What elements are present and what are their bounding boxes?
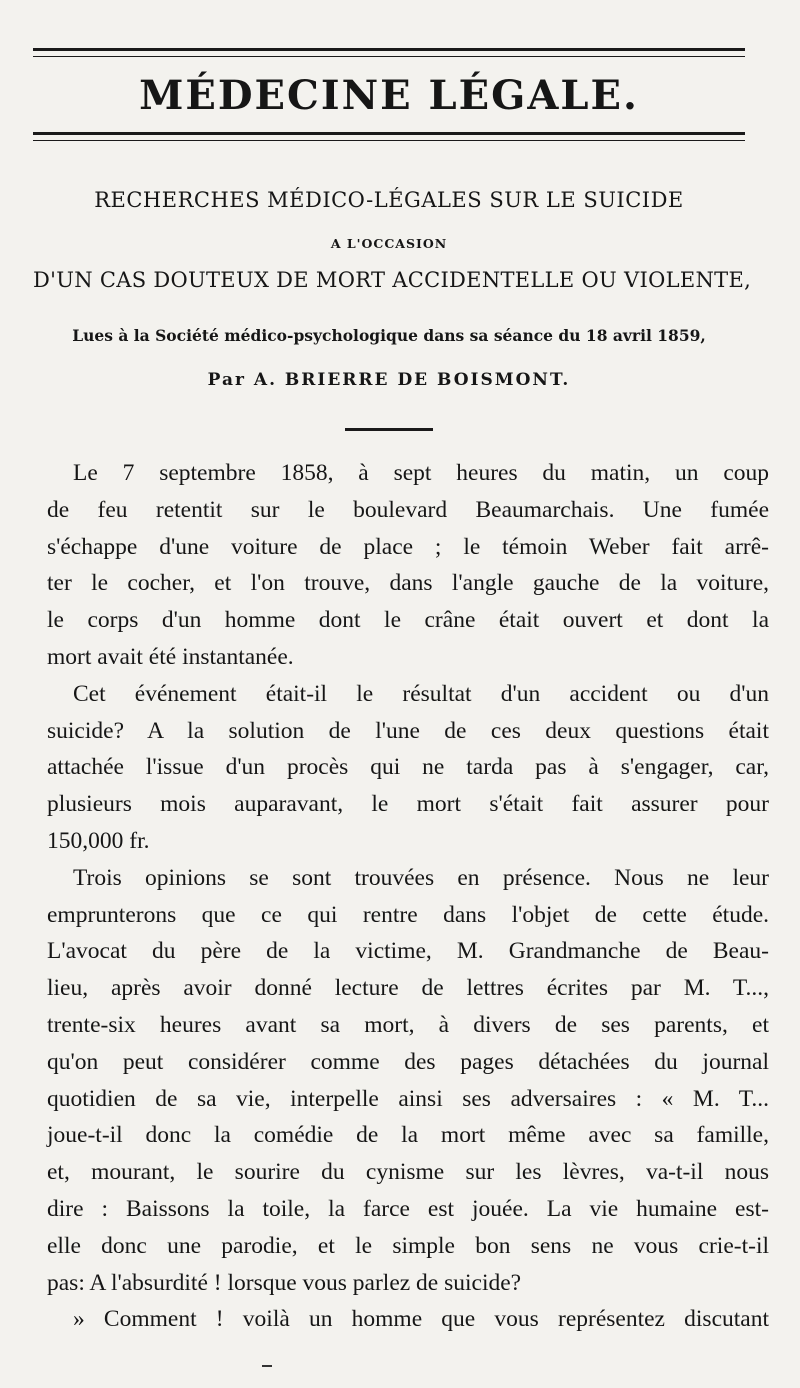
bottom-rule-thin [33,140,745,141]
article-title-line1: RECHERCHES MÉDICO-LÉGALES SUR LE SUICIDE [94,188,684,212]
text-line: pas: A l'absurdité ! lorsque vous parlez de suicide? [47,1269,522,1296]
text-line: elle donc une parodie, et le simple bon sens ne vous crie-t-il [47,1232,769,1259]
bottom-mark [262,1365,272,1367]
text-line: dire : Baissons la toile, la farce est jouée. La vie humaine est- [47,1195,769,1222]
text-line: de feu retentit sur le boulevard Beaumarchais. Une fumée [47,496,769,523]
text-line: L'avocat du père de la victime, M. Grandmanche de Beau- [47,938,769,965]
body-text [47,455,769,1338]
section-title: MÉDECINE LÉGALE. [139,72,639,119]
text-line: Cet événement était-il le résultat d'un accident ou d'un [73,680,769,707]
text-line: suicide? A la solution de l'une de ces deux questions était [47,717,769,744]
separator-rule [345,428,433,431]
text-line: 150,000 fr. [47,827,150,854]
author-line: Par A. BRIERRE DE BOISMONT. [207,370,571,390]
text-line: emprunterons que ce qui rentre dans l'objet de cette étude. [47,901,769,928]
article-title-line2: A L'OCCASION [330,236,448,251]
bottom-rule-thick [33,132,745,135]
text-line: Trois opinions se sont trouvées en présence. Nous ne leur [73,864,769,891]
text-line: trente-six heures avant sa mort, à divers de ses parents, et [47,1011,769,1038]
top-rule-thick [33,48,745,51]
text-line: plusieurs mois auparavant, le mort s'était fait assurer pour [47,791,769,818]
article-title-line3: D'UN CAS DOUTEUX DE MORT ACCIDENTELLE OU VIOLENTE, [33,268,752,292]
text-line: lieu, après avoir donné lecture de lettres écrites par M. T..., [47,975,769,1002]
text-line: Le 7 septembre 1858, à sept heures du matin, un coup [73,460,769,486]
text-line: s'échappe d'une voiture de place ; le témoin Weber fait arrê- [47,533,769,560]
text-line: » Comment ! voilà un homme que vous représentez discutant [73,1306,769,1333]
text-line: mort avait été instantanée. [47,643,294,670]
text-line: quotidien de sa vie, interpelle ainsi ses adversaires : « M. T... [47,1085,769,1112]
text-line: et, mourant, le sourire du cynisme sur les lèvres, va-t-il nous [47,1159,769,1186]
text-line: attachée l'issue d'un procès qui ne tarda pas à s'engager, car, [47,754,769,781]
read-note: Lues à la Société médico-psychologique dans sa séance du 18 avril 1859, [72,326,706,345]
text-line: le corps d'un homme dont le crâne était ouvert et dont la [47,607,769,634]
text-line: ter le cocher, et l'on trouve, dans l'angle gauche de la voiture, [47,570,769,597]
text-line: qu'on peut considérer comme des pages détachées du journal [47,1048,769,1075]
text-line: joue-t-il donc la comédie de la mort même avec sa famille, [47,1122,769,1149]
top-rule-thin [33,56,745,57]
